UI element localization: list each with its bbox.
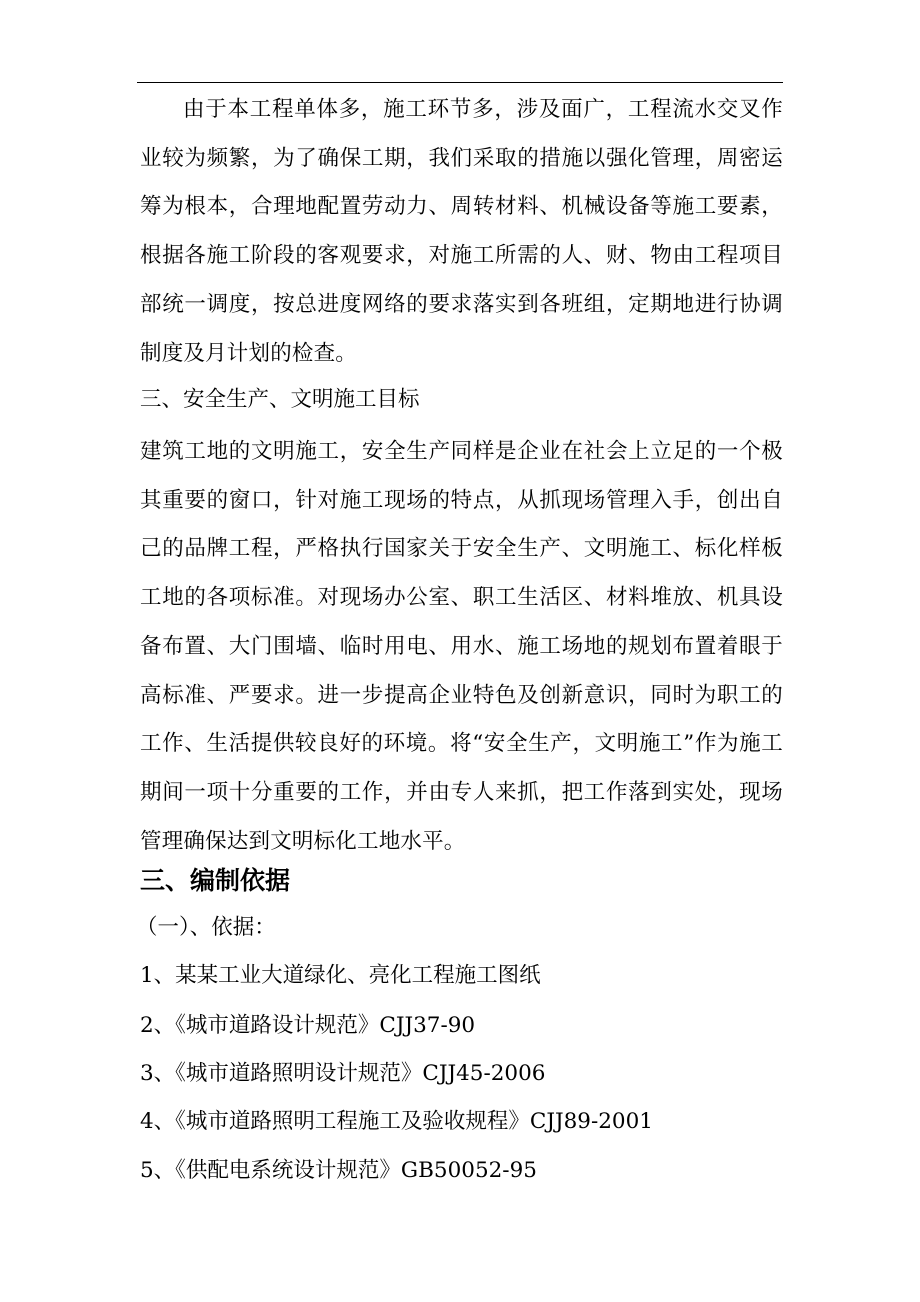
header-rule xyxy=(137,82,783,83)
safety-goal-heading: 三、安全生产、文明施工目标 xyxy=(140,387,420,412)
civilized-construction-paragraph: 建筑工地的文明施工，安全生产同样是企业在社会上立足的一个极其重要的窗口，针对施工现场的特点，从抓现场管理入手，创出自己的品牌工程，严格执行国家关于安全生产、文明施工、标化样板工地的各项标准。对现场办公室、职工生活区、材料堆放、机具设备布置、大门围墙、临时用电、用水、施工场地的规划布置着眼于高标准、严要求。进一步提高企业特色及创新意识，同时为职工的工作、生活提供较良好的环境。将“安全生产，文明施工”作为施工期间一项十分重要的工作，并由专人来抓，把工作落到实处，现场管理确保达到文明标化工地水平。 xyxy=(140,439,783,854)
schedule-paragraph: 由于本工程单体多，施工环节多，涉及面广，工程流水交叉作业较为频繁，为了确保工期，我们采取的措施以强化管理，周密运筹为根本，合理地配置劳动力、周转材料、机械设备等施工要素，根据各施工阶段的客观要求，对施工所需的人、财、物由工程项目部统一调度，按总进度网络的要求落实到各班组，定期地进行协调制度及月计划的检查。 xyxy=(140,97,783,366)
reference-item: 4、《城市道路照明工程施工及验收规程》CJJ89-2001 xyxy=(140,1109,653,1134)
reference-item: 2、《城市道路设计规范》CJJ37-90 xyxy=(140,1013,476,1038)
reference-item: 3、《城市道路照明设计规范》CJJ45-2006 xyxy=(140,1061,546,1086)
basis-subheading: （一）、依据： xyxy=(136,915,276,940)
reference-item: 5、《供配电系统设计规范》GB50052-95 xyxy=(140,1158,537,1183)
reference-item: 1、某某工业大道绿化、亮化工程施工图纸 xyxy=(140,963,541,988)
section-heading-basis: 三、编制依据 xyxy=(140,866,291,895)
